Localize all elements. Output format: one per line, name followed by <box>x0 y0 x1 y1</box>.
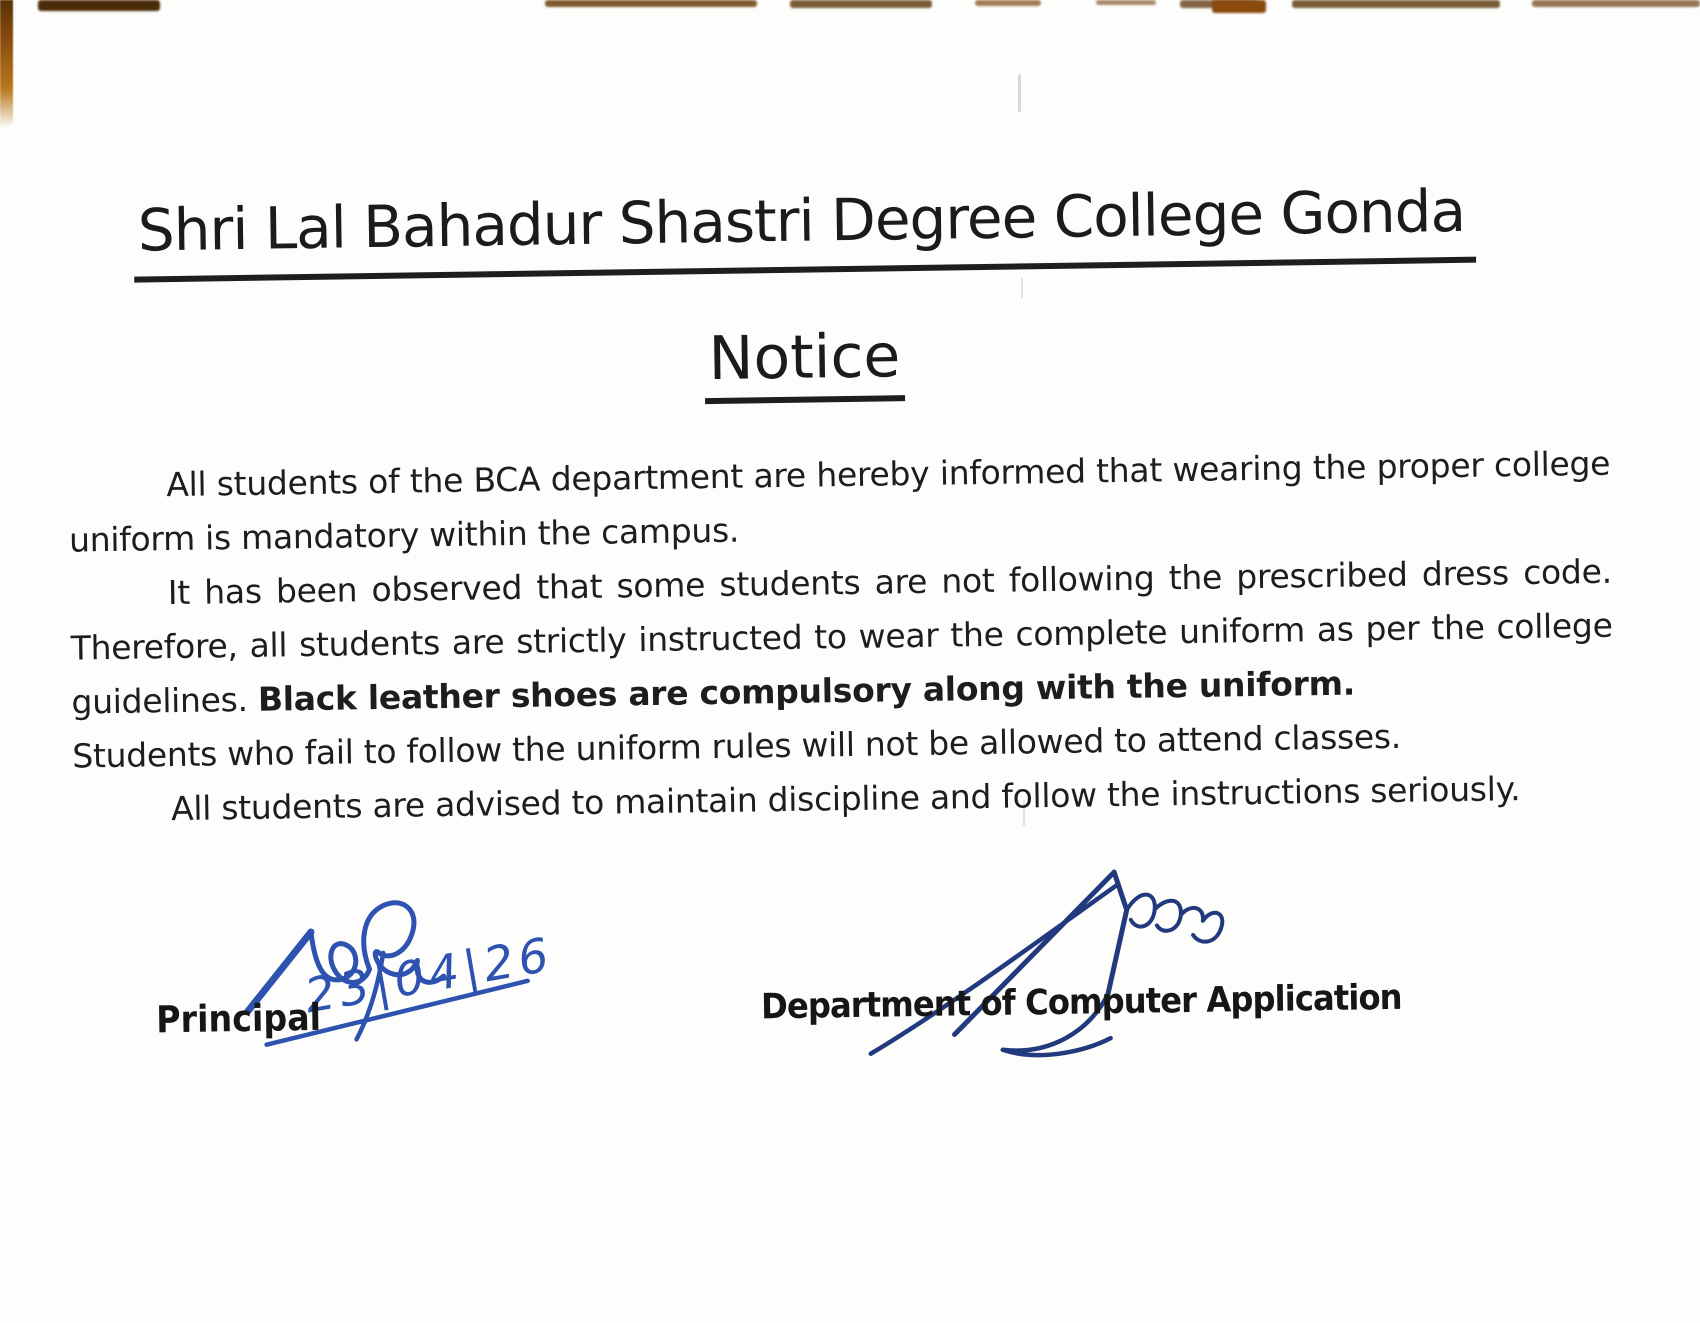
notice-paragraph <box>70 545 1614 730</box>
department-label: Department of Computer Application <box>760 977 1402 1028</box>
notice-text: All students are advised to maintain discipline and follow the instructions seriously. <box>170 769 1521 829</box>
notice-bold-text: Black leather shoes are compulsory along with the uniform. <box>257 663 1356 719</box>
hod-signature <box>784 844 1227 1066</box>
notice-text: Students who fail to follow the uniform rules will not be allowed to attend classes. <box>72 716 1402 776</box>
college-name-title: Shri Lal Bahadur Shastri Degree College Gonda <box>133 177 1475 283</box>
notice-heading: Notice <box>704 321 905 404</box>
principal-label: Principal <box>155 995 322 1042</box>
notice-body <box>68 437 1615 838</box>
notice-text: All students of the BCA department are hereby informed that wearing the proper college uniform is mandatory within the campus. <box>68 443 1611 560</box>
scan-artifact <box>38 0 160 11</box>
handwritten-date: 23|04|26 <box>300 927 558 1025</box>
notice-text: It has been observed that some students are not following the prescribed dress code. Therefore, all students are strictly instructed to wear the complete uniform as per the college guidelines. <box>70 551 1613 722</box>
